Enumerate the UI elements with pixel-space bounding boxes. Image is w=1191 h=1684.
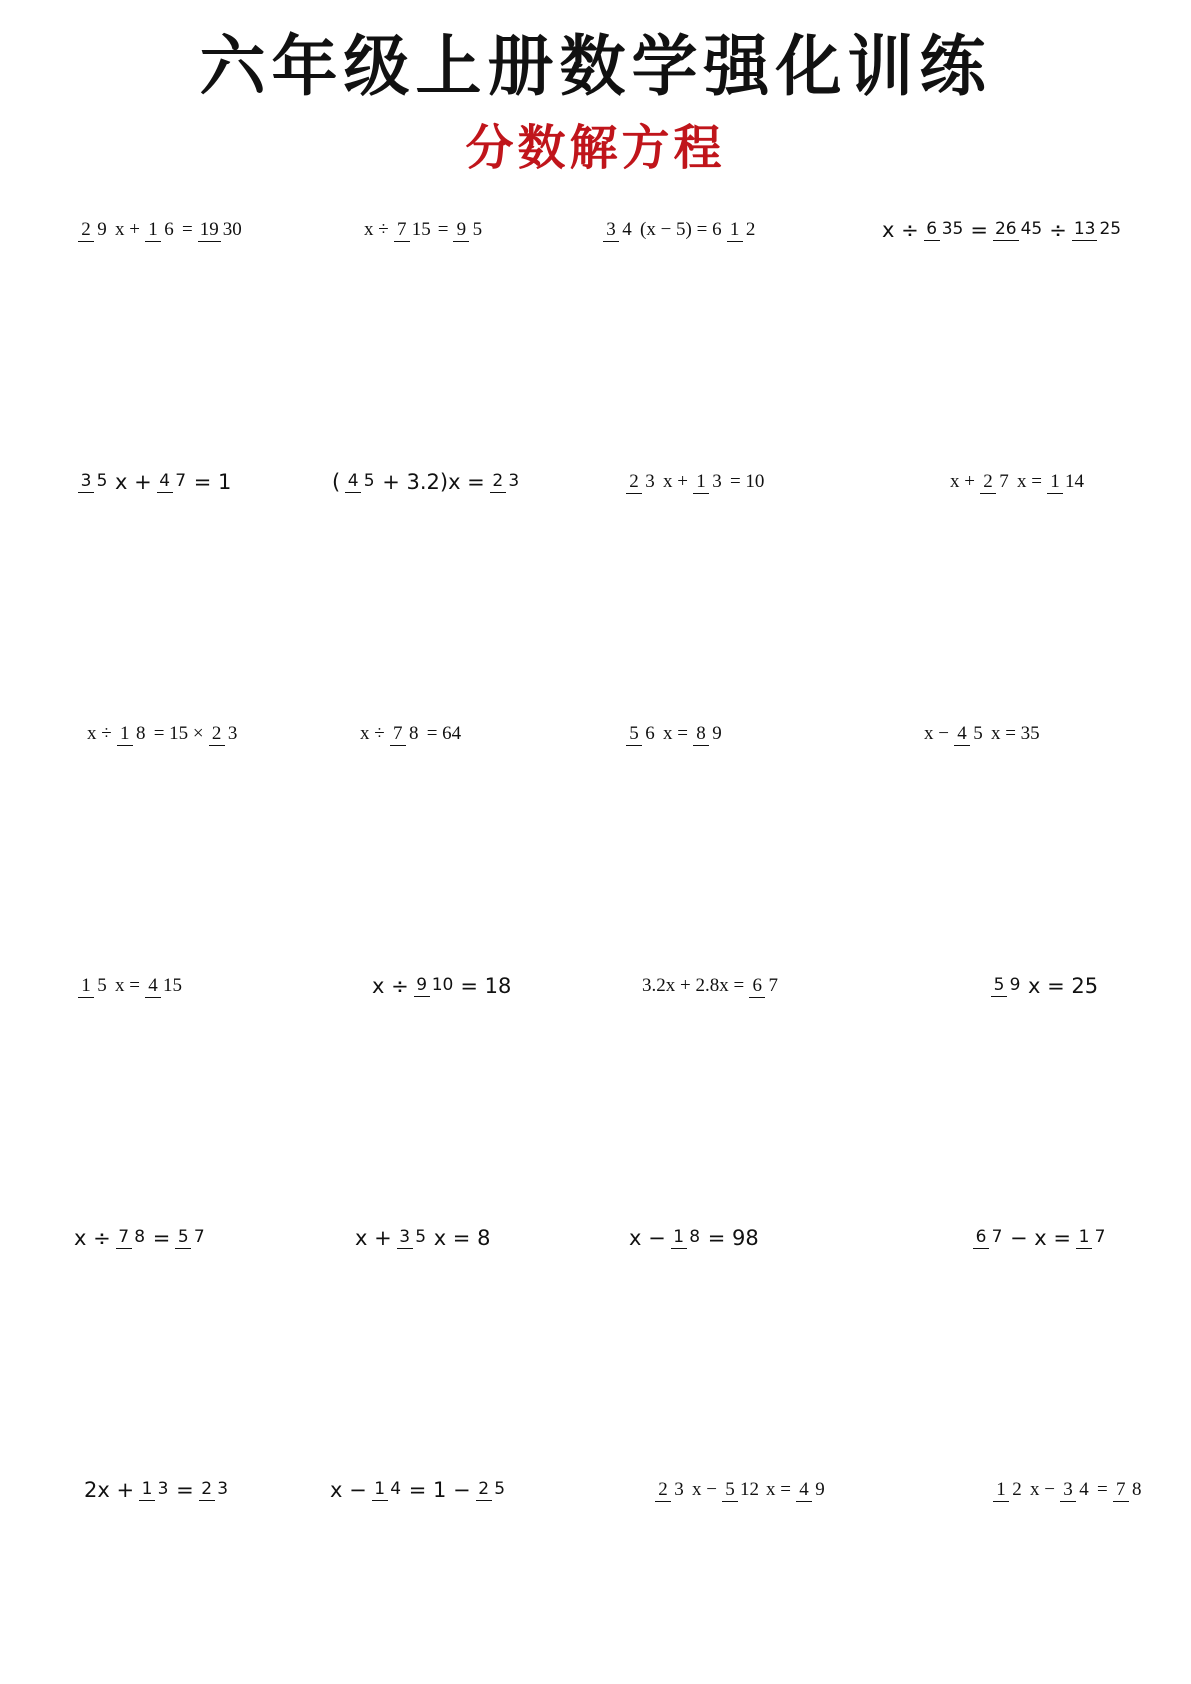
equation-text: = 64 [426,723,462,744]
numerator: 1 [1047,472,1063,495]
equation [627,1208,761,1268]
denominator: 3 [227,722,238,744]
equation [990,1460,1148,1520]
denominator: 3 [674,1478,684,1500]
equation [988,956,1100,1016]
denominator: 7 [768,974,778,996]
fraction [693,470,725,495]
equation-text: x + [950,471,975,492]
page-title [0,27,1191,105]
fraction [1113,1478,1145,1503]
fraction [476,1479,508,1502]
numerator: 4 [145,976,161,999]
numerator: 2 [655,1480,671,1503]
denominator: 9 [712,722,722,744]
equation [600,200,762,260]
fraction [390,722,422,747]
equation-text: = 98 [707,1226,759,1250]
equation-text: = 1 − [408,1478,471,1502]
denominator: 7 [193,1226,205,1247]
equation-text: = 18 [460,974,512,998]
equation [75,956,187,1016]
equation [640,956,784,1016]
denominator: 3 [157,1478,169,1499]
denominator: 7 [999,470,1009,492]
numerator: 13 [1072,221,1098,242]
denominator: 12 [739,1478,759,1500]
denominator: 5 [494,1478,506,1499]
numerator: 7 [1113,1480,1129,1503]
denominator: 15 [162,974,182,996]
denominator: 10 [431,974,454,995]
denominator: 30 [222,218,242,240]
page-subtitle: 分数解方程 [465,120,726,176]
numerator: 7 [394,220,410,243]
numerator: 2 [490,473,506,494]
equation [353,1208,492,1268]
equation [85,704,244,764]
equation-text: x ÷ [87,723,112,744]
equation [328,1460,511,1520]
equation-text: x ÷ [360,723,385,744]
numerator: 5 [626,724,642,747]
equation [948,452,1089,512]
numerator: 6 [924,221,940,242]
equation-text: x − [330,1478,367,1502]
numerator: 3 [78,473,94,494]
equation-text: x = 25 [1028,974,1099,998]
fraction [749,974,781,999]
fraction [394,218,433,243]
equation-text: x = [765,1479,791,1500]
equation [652,1460,831,1520]
fraction [980,470,1012,495]
equation-text: 3.2x + 2.8x = [642,975,745,996]
fraction [453,218,485,243]
equation [623,704,728,764]
fraction [372,1479,404,1502]
equation-text: x + [663,471,688,492]
numerator: 5 [722,1480,738,1503]
numerator: 2 [199,1481,215,1502]
denominator: 7 [1094,1226,1106,1247]
equation-text: x + [115,219,140,240]
numerator: 9 [453,220,469,243]
fraction [1072,219,1123,242]
denominator: 2 [1012,1478,1022,1500]
title-part-3: 训练 [847,27,992,105]
fraction [1060,1478,1092,1503]
numerator: 9 [414,977,430,998]
equation-text: = [437,219,449,240]
numerator: 3 [603,220,619,243]
denominator: 5 [472,218,483,240]
equation [362,200,488,260]
equation-text: + 3.2)x = [382,470,485,494]
fraction [722,1478,761,1503]
numerator: 1 [671,1229,687,1250]
numerator: 7 [116,1229,132,1250]
denominator: 45 [1020,218,1043,239]
equation-text: x ÷ [882,218,919,242]
numerator: 1 [1076,1229,1092,1250]
fraction [117,722,149,747]
denominator: 5 [97,974,107,996]
equation-text: ( [332,470,341,494]
fraction [693,722,725,747]
denominator: 35 [941,218,964,239]
equation [880,200,1126,260]
equation [922,704,1042,764]
fraction [973,1227,1005,1250]
equation [370,956,513,1016]
equation-text: x ÷ [364,219,389,240]
denominator: 3 [508,470,520,491]
denominator: 6 [645,722,655,744]
numerator: 6 [973,1229,989,1250]
denominator: 4 [390,1478,402,1499]
numerator: 2 [209,724,225,747]
denominator: 7 [175,470,187,491]
fraction [116,1227,148,1250]
equation [623,452,766,512]
numerator: 5 [175,1229,191,1250]
denominator: 8 [1131,1478,1142,1500]
numerator: 6 [749,976,765,999]
equation-text: = [181,219,193,240]
equation [75,452,233,512]
equation [82,1460,234,1520]
numerator: 2 [626,472,642,495]
equation-text: x − [924,723,949,744]
equation-text: x = [1016,471,1042,492]
fraction [727,218,759,243]
equation-text: x = [663,723,688,744]
denominator: 5 [96,470,108,491]
equation-text: = 15 × [153,723,204,744]
fraction [145,218,177,243]
fraction [626,722,658,747]
fraction [603,218,635,243]
fraction [199,1479,231,1502]
equation-text: x − [1030,1479,1055,1500]
equation [72,1208,210,1268]
fraction [157,471,189,494]
fraction [78,974,110,999]
equation-text: − x = [1010,1226,1071,1250]
denominator: 8 [135,722,146,744]
denominator: 7 [991,1226,1003,1247]
equation-text: x = 35 [990,723,1040,744]
numerator: 1 [78,976,94,999]
title-part-1: 六年级上册数学 [199,27,704,105]
denominator: 14 [1064,470,1084,492]
numerator: 1 [727,220,743,243]
numerator: 2 [476,1481,492,1502]
fraction [796,1478,828,1503]
equation-text: = 1 [193,470,232,494]
denominator: 8 [134,1226,146,1247]
equation [970,1208,1111,1268]
numerator: 26 [993,221,1019,242]
fraction [671,1227,703,1250]
fraction [490,471,522,494]
fraction [78,471,110,494]
denominator: 8 [408,722,419,744]
numerator: 1 [993,1480,1009,1503]
equation [75,200,247,260]
equation-text: = [152,1226,171,1250]
numerator: 8 [693,724,709,747]
numerator: 3 [397,1229,413,1250]
fraction [414,975,456,998]
equation [330,452,525,512]
equation-text: x + [355,1226,392,1250]
fraction [175,1227,207,1250]
denominator: 5 [363,470,375,491]
numerator: 4 [954,724,970,747]
denominator: 5 [973,722,983,744]
equation-text: = [970,218,988,242]
equation-text: x + [115,470,152,494]
numerator: 7 [390,724,406,747]
fraction [139,1479,171,1502]
denominator: 3 [645,470,655,492]
denominator: 5 [415,1226,427,1247]
equation-text: = [176,1478,194,1502]
denominator: 4 [1079,1478,1089,1500]
equation [358,704,463,764]
numerator: 1 [145,220,161,243]
fraction [954,722,986,747]
fraction [993,1478,1025,1503]
numerator: 1 [139,1481,155,1502]
denominator: 9 [815,1478,825,1500]
numerator: 1 [117,724,133,747]
fraction [345,471,377,494]
numerator: 2 [980,472,996,495]
denominator: 8 [689,1226,701,1247]
fraction [145,974,184,999]
equation-text: x ÷ [74,1226,111,1250]
fraction [1076,1227,1108,1250]
title-part-2: 强化 [703,28,848,105]
numerator: 4 [796,1480,812,1503]
numerator: 2 [78,220,94,243]
fraction [209,722,241,747]
numerator: 1 [372,1481,388,1502]
numerator: 5 [991,977,1007,998]
equation-text: ÷ [1049,218,1067,242]
denominator: 2 [745,218,756,240]
equation-text: x ÷ [372,974,409,998]
fraction [78,218,110,243]
denominator: 4 [622,218,632,240]
fraction [626,470,658,495]
numerator: 4 [157,473,173,494]
equation-text: = [1096,1479,1108,1500]
denominator: 3 [712,470,722,492]
equation-text: x = [115,975,140,996]
equation-text: x − [629,1226,666,1250]
denominator: 15 [411,218,431,240]
fraction [198,218,244,243]
equation-text: x = 8 [433,1226,491,1250]
denominator: 25 [1099,218,1122,239]
numerator: 4 [345,473,361,494]
fraction [924,219,966,242]
denominator: 9 [97,218,107,240]
denominator: 9 [1009,974,1021,995]
fraction [655,1478,687,1503]
fraction [1047,470,1086,495]
equation-text: = 10 [729,471,765,492]
denominator: 3 [217,1478,229,1499]
fraction [991,975,1023,998]
equation-text: (x − 5) = 6 [640,219,722,240]
denominator: 6 [164,218,174,240]
numerator: 3 [1060,1480,1076,1503]
numerator: 1 [693,472,709,495]
equation-text: x − [692,1479,717,1500]
fraction [993,219,1044,242]
numerator: 19 [198,220,221,243]
equation-text: 2x + [84,1478,135,1502]
fraction [397,1227,429,1250]
